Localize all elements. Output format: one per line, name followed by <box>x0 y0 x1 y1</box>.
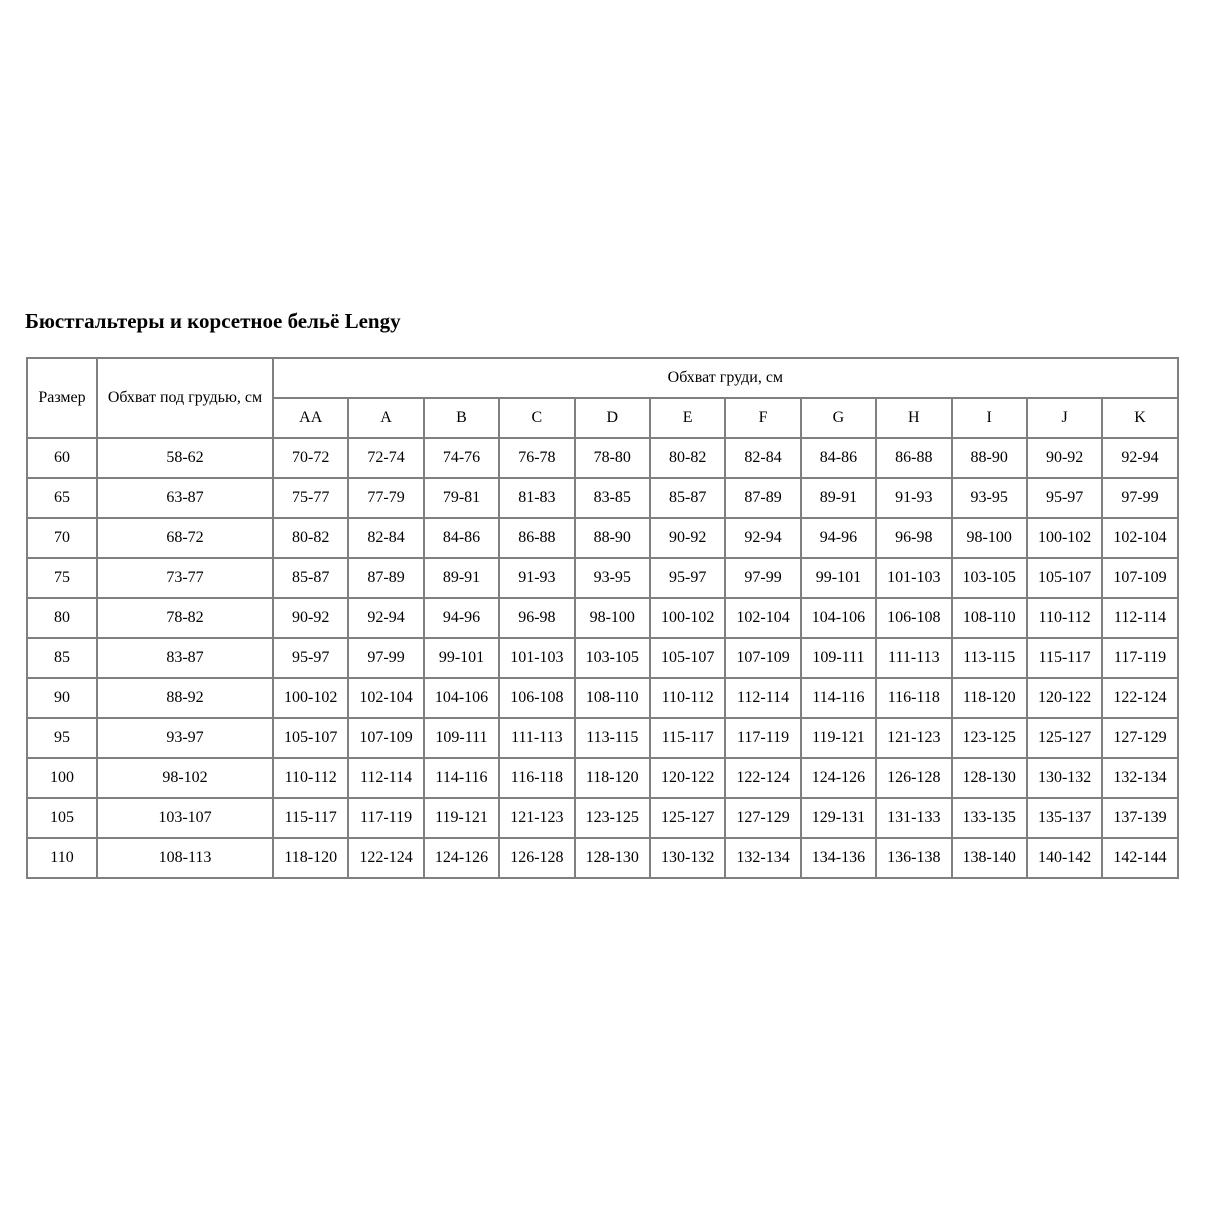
bust-range-cell: 108-110 <box>952 598 1027 638</box>
bust-range-cell: 138-140 <box>952 838 1027 878</box>
cup-size-header: J <box>1027 398 1102 438</box>
bust-range-cell: 111-113 <box>499 718 574 758</box>
bust-range-cell: 120-122 <box>650 758 725 798</box>
bust-range-cell: 110-112 <box>650 678 725 718</box>
bust-range-cell: 142-144 <box>1102 838 1177 878</box>
table-row <box>27 598 1178 638</box>
underbust-cell: 73-77 <box>97 558 273 598</box>
bust-range-cell: 117-119 <box>348 798 423 838</box>
bust-range-cell: 125-127 <box>1027 718 1102 758</box>
bust-range-cell: 93-95 <box>952 478 1027 518</box>
bust-range-cell: 127-129 <box>725 798 800 838</box>
bust-range-cell: 107-109 <box>1102 558 1177 598</box>
bust-range-cell: 81-83 <box>499 478 574 518</box>
bust-range-cell: 119-121 <box>424 798 499 838</box>
size-cell: 105 <box>27 798 97 838</box>
bust-range-cell: 115-117 <box>650 718 725 758</box>
bust-range-cell: 110-112 <box>273 758 348 798</box>
bust-range-cell: 102-104 <box>348 678 423 718</box>
bust-range-cell: 122-124 <box>348 838 423 878</box>
bust-range-cell: 124-126 <box>424 838 499 878</box>
bust-range-cell: 79-81 <box>424 478 499 518</box>
cup-size-header: D <box>575 398 650 438</box>
bust-range-cell: 101-103 <box>499 638 574 678</box>
bust-range-cell: 127-129 <box>1102 718 1177 758</box>
bust-range-cell: 85-87 <box>273 558 348 598</box>
bust-range-cell: 106-108 <box>499 678 574 718</box>
bust-range-cell: 111-113 <box>876 638 951 678</box>
bust-range-cell: 92-94 <box>725 518 800 558</box>
cup-size-header: AA <box>273 398 348 438</box>
bust-range-cell: 131-133 <box>876 798 951 838</box>
bust-range-cell: 140-142 <box>1027 838 1102 878</box>
bust-range-cell: 126-128 <box>876 758 951 798</box>
bust-range-cell: 121-123 <box>876 718 951 758</box>
size-cell: 110 <box>27 838 97 878</box>
bust-range-cell: 105-107 <box>650 638 725 678</box>
bust-range-cell: 94-96 <box>801 518 876 558</box>
table-row <box>27 478 1178 518</box>
bust-range-cell: 91-93 <box>499 558 574 598</box>
header-row-top <box>27 358 1178 398</box>
bust-range-cell: 135-137 <box>1027 798 1102 838</box>
table-row <box>27 798 1178 838</box>
bust-range-cell: 129-131 <box>801 798 876 838</box>
bust-range-cell: 132-134 <box>725 838 800 878</box>
bust-range-cell: 130-132 <box>650 838 725 878</box>
bust-range-cell: 112-114 <box>348 758 423 798</box>
bust-range-cell: 107-109 <box>725 638 800 678</box>
bust-range-cell: 101-103 <box>876 558 951 598</box>
table-row <box>27 838 1178 878</box>
bust-range-cell: 112-114 <box>725 678 800 718</box>
bust-range-cell: 114-116 <box>801 678 876 718</box>
cup-size-header: I <box>952 398 1027 438</box>
bust-range-cell: 108-110 <box>575 678 650 718</box>
bust-range-cell: 100-102 <box>273 678 348 718</box>
size-cell: 60 <box>27 438 97 478</box>
bust-range-cell: 137-139 <box>1102 798 1177 838</box>
bust-range-cell: 113-115 <box>575 718 650 758</box>
bust-range-cell: 88-90 <box>575 518 650 558</box>
table-row <box>27 758 1178 798</box>
bust-range-cell: 102-104 <box>1102 518 1177 558</box>
bust-range-cell: 122-124 <box>1102 678 1177 718</box>
bust-range-cell: 97-99 <box>348 638 423 678</box>
bust-range-cell: 82-84 <box>348 518 423 558</box>
bust-range-cell: 95-97 <box>273 638 348 678</box>
bust-range-cell: 100-102 <box>650 598 725 638</box>
bust-range-cell: 124-126 <box>801 758 876 798</box>
bust-range-cell: 104-106 <box>424 678 499 718</box>
size-column-header: Размер <box>27 358 97 438</box>
bust-range-cell: 93-95 <box>575 558 650 598</box>
underbust-cell: 103-107 <box>97 798 273 838</box>
underbust-cell: 83-87 <box>97 638 273 678</box>
bust-range-cell: 91-93 <box>876 478 951 518</box>
size-cell: 95 <box>27 718 97 758</box>
size-cell: 65 <box>27 478 97 518</box>
bust-range-cell: 82-84 <box>725 438 800 478</box>
bust-range-cell: 123-125 <box>952 718 1027 758</box>
bust-range-cell: 96-98 <box>499 598 574 638</box>
bust-range-cell: 95-97 <box>650 558 725 598</box>
size-cell: 70 <box>27 518 97 558</box>
underbust-cell: 58-62 <box>97 438 273 478</box>
table-header <box>27 358 1178 438</box>
bust-range-cell: 136-138 <box>876 838 951 878</box>
bust-range-cell: 77-79 <box>348 478 423 518</box>
bust-range-cell: 105-107 <box>1027 558 1102 598</box>
underbust-cell: 93-97 <box>97 718 273 758</box>
bust-range-cell: 84-86 <box>801 438 876 478</box>
bust-range-cell: 97-99 <box>725 558 800 598</box>
bust-range-cell: 117-119 <box>1102 638 1177 678</box>
cup-size-header: F <box>725 398 800 438</box>
bust-range-cell: 115-117 <box>1027 638 1102 678</box>
bust-range-cell: 92-94 <box>1102 438 1177 478</box>
bust-range-cell: 104-106 <box>801 598 876 638</box>
bust-range-cell: 80-82 <box>273 518 348 558</box>
bust-range-cell: 96-98 <box>876 518 951 558</box>
bust-range-cell: 89-91 <box>801 478 876 518</box>
cup-size-header: H <box>876 398 951 438</box>
bust-range-cell: 98-100 <box>952 518 1027 558</box>
bust-range-cell: 95-97 <box>1027 478 1102 518</box>
bust-range-cell: 118-120 <box>952 678 1027 718</box>
table-row <box>27 638 1178 678</box>
bust-range-cell: 86-88 <box>499 518 574 558</box>
bust-range-cell: 120-122 <box>1027 678 1102 718</box>
bust-range-cell: 94-96 <box>424 598 499 638</box>
bust-range-cell: 115-117 <box>273 798 348 838</box>
bust-range-cell: 88-90 <box>952 438 1027 478</box>
size-cell: 90 <box>27 678 97 718</box>
bust-range-cell: 113-115 <box>952 638 1027 678</box>
table-row <box>27 718 1178 758</box>
bust-range-cell: 78-80 <box>575 438 650 478</box>
bust-range-cell: 99-101 <box>801 558 876 598</box>
bust-range-cell: 80-82 <box>650 438 725 478</box>
bust-range-cell: 107-109 <box>348 718 423 758</box>
bust-range-cell: 109-111 <box>801 638 876 678</box>
cup-size-header: C <box>499 398 574 438</box>
bust-range-cell: 128-130 <box>952 758 1027 798</box>
bust-range-cell: 97-99 <box>1102 478 1177 518</box>
underbust-cell: 98-102 <box>97 758 273 798</box>
underbust-cell: 68-72 <box>97 518 273 558</box>
bust-range-cell: 132-134 <box>1102 758 1177 798</box>
cup-size-header: A <box>348 398 423 438</box>
bust-range-cell: 90-92 <box>1027 438 1102 478</box>
size-cell: 85 <box>27 638 97 678</box>
bust-range-cell: 117-119 <box>725 718 800 758</box>
bust-range-cell: 110-112 <box>1027 598 1102 638</box>
table-body <box>27 438 1178 878</box>
bust-range-cell: 85-87 <box>650 478 725 518</box>
table-row <box>27 518 1178 558</box>
underbust-cell: 78-82 <box>97 598 273 638</box>
bust-range-cell: 75-77 <box>273 478 348 518</box>
bust-range-cell: 122-124 <box>725 758 800 798</box>
bust-range-cell: 121-123 <box>499 798 574 838</box>
bust-range-cell: 114-116 <box>424 758 499 798</box>
cup-size-header: K <box>1102 398 1177 438</box>
bust-range-cell: 103-105 <box>575 638 650 678</box>
bust-range-cell: 87-89 <box>725 478 800 518</box>
bust-range-cell: 130-132 <box>1027 758 1102 798</box>
bust-range-cell: 98-100 <box>575 598 650 638</box>
bust-span-header: Обхват груди, см <box>273 358 1178 398</box>
bra-size-chart-table <box>26 357 1179 879</box>
bust-range-cell: 99-101 <box>424 638 499 678</box>
bust-range-cell: 89-91 <box>424 558 499 598</box>
bust-range-cell: 105-107 <box>273 718 348 758</box>
bust-range-cell: 90-92 <box>650 518 725 558</box>
size-cell: 80 <box>27 598 97 638</box>
bust-range-cell: 74-76 <box>424 438 499 478</box>
bust-range-cell: 87-89 <box>348 558 423 598</box>
page-title: Бюстгальтеры и корсетное бельё Lengy <box>25 309 401 333</box>
bust-range-cell: 70-72 <box>273 438 348 478</box>
underbust-cell: 108-113 <box>97 838 273 878</box>
table-row <box>27 438 1178 478</box>
bust-range-cell: 118-120 <box>575 758 650 798</box>
cup-size-header: G <box>801 398 876 438</box>
bust-range-cell: 103-105 <box>952 558 1027 598</box>
underbust-cell: 63-87 <box>97 478 273 518</box>
bust-range-cell: 92-94 <box>348 598 423 638</box>
bust-range-cell: 109-111 <box>424 718 499 758</box>
table-row <box>27 678 1178 718</box>
bust-range-cell: 90-92 <box>273 598 348 638</box>
bust-range-cell: 86-88 <box>876 438 951 478</box>
bust-range-cell: 72-74 <box>348 438 423 478</box>
bust-range-cell: 128-130 <box>575 838 650 878</box>
bust-range-cell: 116-118 <box>499 758 574 798</box>
bust-range-cell: 119-121 <box>801 718 876 758</box>
bust-range-cell: 102-104 <box>725 598 800 638</box>
bust-range-cell: 126-128 <box>499 838 574 878</box>
cup-size-header: B <box>424 398 499 438</box>
bust-range-cell: 118-120 <box>273 838 348 878</box>
bust-range-cell: 123-125 <box>575 798 650 838</box>
bust-range-cell: 116-118 <box>876 678 951 718</box>
size-cell: 100 <box>27 758 97 798</box>
bust-range-cell: 134-136 <box>801 838 876 878</box>
bust-range-cell: 133-135 <box>952 798 1027 838</box>
cup-size-header: E <box>650 398 725 438</box>
table-row <box>27 558 1178 598</box>
underbust-cell: 88-92 <box>97 678 273 718</box>
bust-range-cell: 112-114 <box>1102 598 1177 638</box>
bust-range-cell: 100-102 <box>1027 518 1102 558</box>
bust-range-cell: 106-108 <box>876 598 951 638</box>
bust-range-cell: 76-78 <box>499 438 574 478</box>
bust-range-cell: 83-85 <box>575 478 650 518</box>
bust-range-cell: 125-127 <box>650 798 725 838</box>
underbust-column-header: Обхват под грудью, см <box>97 358 273 438</box>
bust-range-cell: 84-86 <box>424 518 499 558</box>
size-cell: 75 <box>27 558 97 598</box>
